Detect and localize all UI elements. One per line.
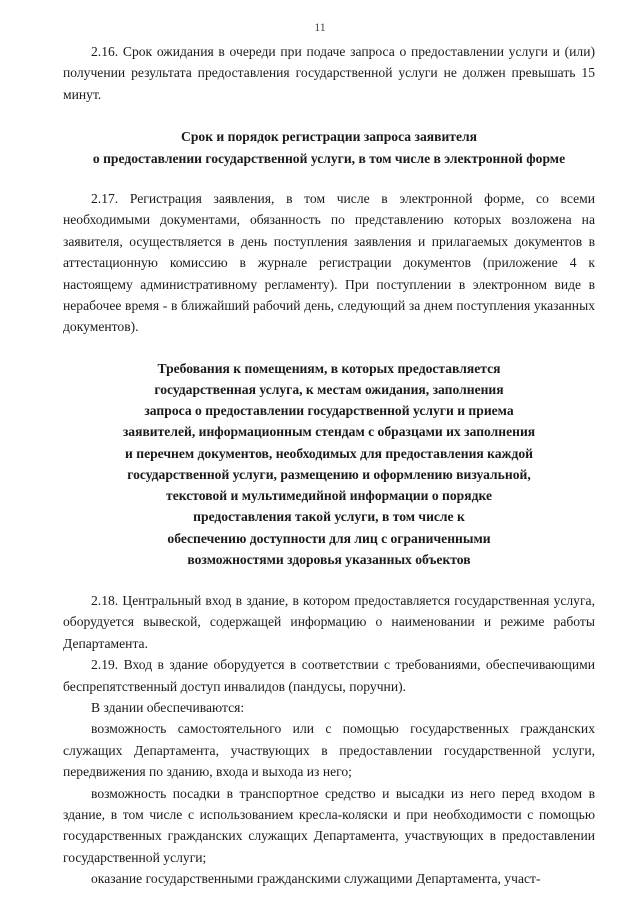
paragraph-assistance: оказание государственными гражданскими служащими Департамента, участ- bbox=[91, 871, 541, 887]
heading-line: обеспечению доступности для лиц с ограниченными bbox=[167, 530, 491, 546]
document-body bbox=[63, 41, 595, 890]
heading-line: государственной услуги, размещению и оформлению визуальной, bbox=[127, 466, 531, 482]
heading-line: запроса о предоставлении государственной услуги и приема bbox=[144, 403, 514, 419]
heading-line: о предоставлении государственной услуги, в том числе в электронной форме bbox=[92, 150, 566, 166]
paragraph-possibility-transport: возможность посадки в транспортное средство и высадки из него перед входом в здание, в том числе с использованием кресла-коляски и при необходимости с помощью государственных гражданских служащих Департамента, участвующих в предоставлении государственной услуги; bbox=[63, 785, 595, 865]
page-number: 11 bbox=[314, 20, 326, 34]
section-heading-premises bbox=[63, 358, 595, 570]
heading-line: возможностями здоровья указанных объектов bbox=[187, 551, 471, 567]
paragraph-provided: В здании обеспечиваются: bbox=[91, 699, 245, 715]
heading-line: текстовой и мультимедийной информации о порядке bbox=[166, 488, 492, 504]
heading-line: государственная услуга, к местам ожидания, заполнения bbox=[154, 382, 504, 398]
paragraph-possibility-independent: возможность самостоятельного или с помощью государственных гражданских служащих Департамента, участвующих в предоставлении государственной услуги, передвижения по зданию, входа и выхода из него; bbox=[63, 721, 595, 780]
paragraph-2-19: 2.19. Вход в здание оборудуется в соответствии с требованиями, обеспечивающими беспрепятственный доступ инвалидов (пандусы, поручни). bbox=[63, 657, 595, 694]
heading-line: Требования к помещениям, в которых предоставляется bbox=[157, 360, 501, 376]
paragraph-2-17: 2.17. Регистрация заявления, в том числе в электронной форме, со всеми необходимыми документами, обязанность по представлению которых возложена на заявителя, осуществляется в день поступления заявления и прилагаемых документов в аттестационную комиссию в журнале регистрации документов (приложение 4 к настоящему административному регламенту). При поступлении в электронном виде в нерабочее время - в ближайший рабочий день, следующий за днем поступления указанных документов). bbox=[63, 191, 595, 335]
heading-line: и перечнем документов, необходимых для предоставления каждой bbox=[125, 445, 533, 461]
section-heading-registration bbox=[63, 126, 595, 169]
paragraph-2-18: 2.18. Центральный вход в здание, в котором предоставляется государственная услуга, оборудуется вывеской, содержащей информацию о наименовании и режиме работы Департамента. bbox=[63, 592, 595, 651]
paragraph-2-16: 2.16. Срок ожидания в очереди при подаче запроса о предоставлении услуги и (или) получении результата предоставления государственной услуги не должен превышать 15 минут. bbox=[63, 44, 595, 102]
heading-line: заявителей, информационным стендам с образцами их заполнения bbox=[122, 424, 536, 440]
heading-line: Срок и порядок регистрации запроса заявителя bbox=[181, 129, 477, 145]
heading-line: предоставления такой услуги, в том числе к bbox=[193, 509, 465, 525]
